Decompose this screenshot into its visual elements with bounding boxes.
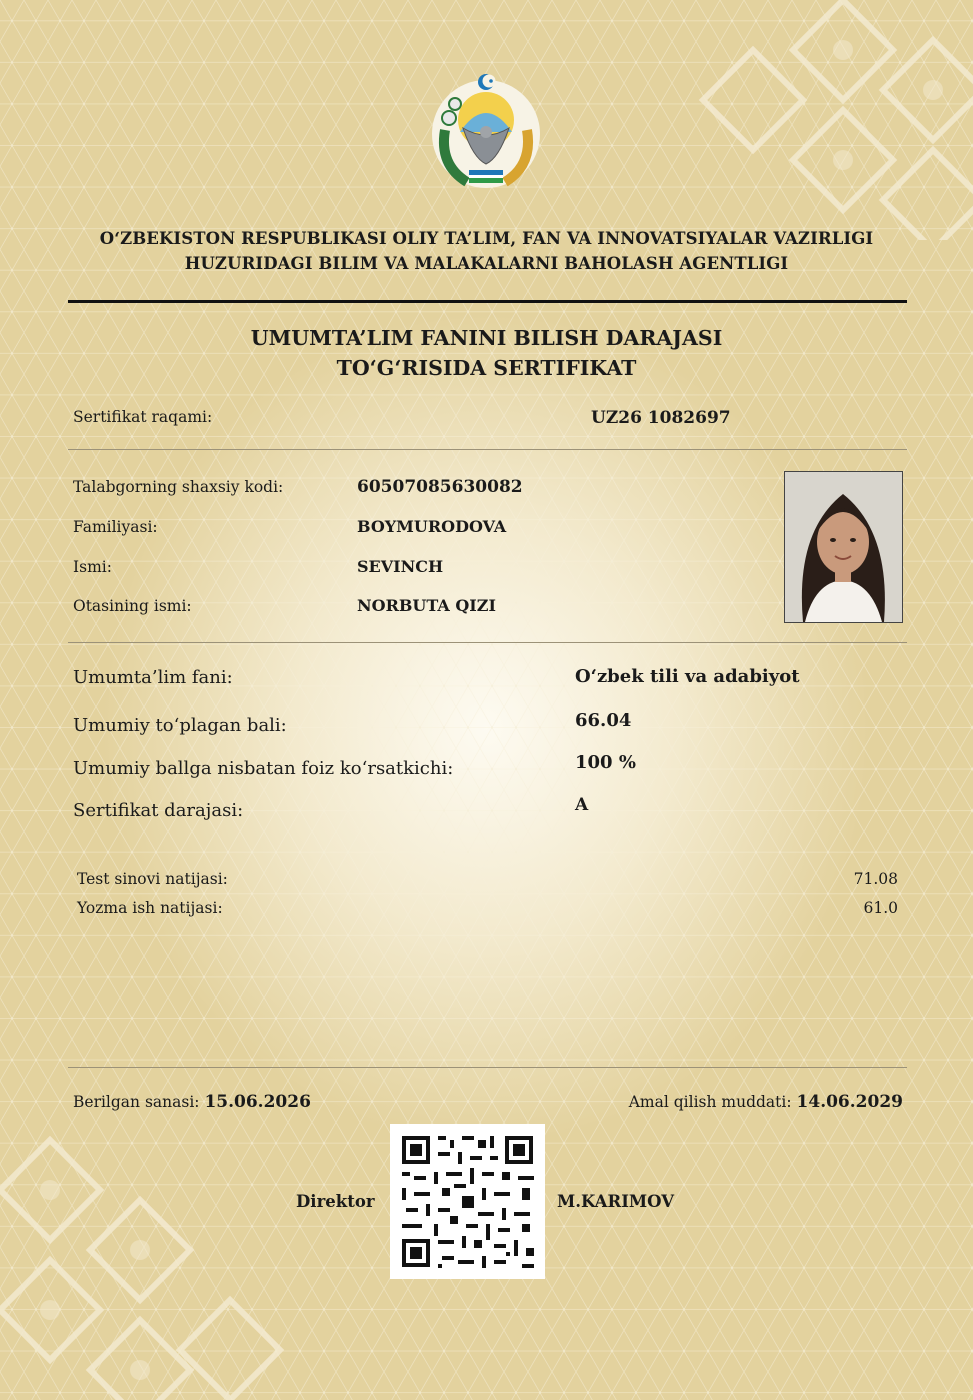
valid-until-label: Amal qilish muddati: [628, 1093, 792, 1111]
qr-code[interactable] [390, 1124, 545, 1279]
director-name: M.KARIMOV [557, 1192, 675, 1211]
written-result-value: 61.0 [863, 899, 898, 917]
valid-until [629, 1092, 903, 1112]
divider [68, 449, 907, 450]
director-label: Direktor [296, 1192, 375, 1211]
patronymic-label: Otasining ismi: [73, 597, 192, 615]
percent-label: Umumiy ballga nisbatan foiz ko‘rsatkichi: [73, 758, 454, 779]
issue-date-value: 15.06.2026 [204, 1092, 311, 1112]
total-score-value: 66.04 [575, 710, 632, 731]
certificate-title-line-1: UMUMTA’LIM FANINI BILISH DARAJASI [250, 326, 723, 350]
organization-line-1: O‘ZBEKISTON RESPUBLIKASI OLIY TA’LIM, FAN VA INNOVATSIYALAR VAZIRLIGI [99, 229, 874, 248]
total-score-label: Umumiy to‘plagan bali: [73, 715, 287, 736]
qr-code-icon [390, 1124, 545, 1279]
certificate-number: UZ26 1082697 [591, 408, 731, 428]
issue-date-label: Berilgan sanasi: [73, 1093, 200, 1111]
surname-label: Familiyasi: [73, 518, 158, 536]
personal-code: 60507085630082 [357, 477, 523, 497]
valid-until-value: 14.06.2029 [796, 1092, 903, 1112]
organization-line-2: HUZURIDAGI BILIM VA MALAKALARNI BAHOLASH AGENTLIGI [184, 254, 789, 273]
state-emblem-icon [425, 70, 547, 195]
certificate-number-label: Sertifikat raqami: [73, 408, 213, 426]
written-result-label: Yozma ish natijasi: [77, 899, 223, 917]
issue-date [73, 1092, 311, 1112]
divider [68, 642, 907, 643]
test-result-value: 71.08 [853, 870, 898, 888]
divider [68, 1067, 907, 1068]
subject-label: Umumta’lim fani: [73, 667, 233, 688]
portrait-image [785, 472, 902, 622]
certificate-title-line-2: TO‘G‘RISIDA SERTIFIKAT [336, 356, 637, 380]
name-value: SEVINCH [357, 557, 444, 576]
surname-value: BOYMURODOVA [357, 517, 507, 536]
holder-photo [784, 471, 903, 623]
patronymic-value: NORBUTA QIZI [357, 596, 496, 615]
grade-label: Sertifikat darajasi: [73, 800, 244, 821]
subject-value: O‘zbek tili va adabiyot [575, 666, 800, 687]
percent-value: 100 % [575, 752, 636, 773]
header-divider [68, 300, 907, 303]
name-label: Ismi: [73, 558, 112, 576]
grade-value: A [575, 795, 589, 815]
personal-code-label: Talabgorning shaxsiy kodi: [73, 478, 284, 496]
test-result-label: Test sinovi natijasi: [77, 870, 228, 888]
